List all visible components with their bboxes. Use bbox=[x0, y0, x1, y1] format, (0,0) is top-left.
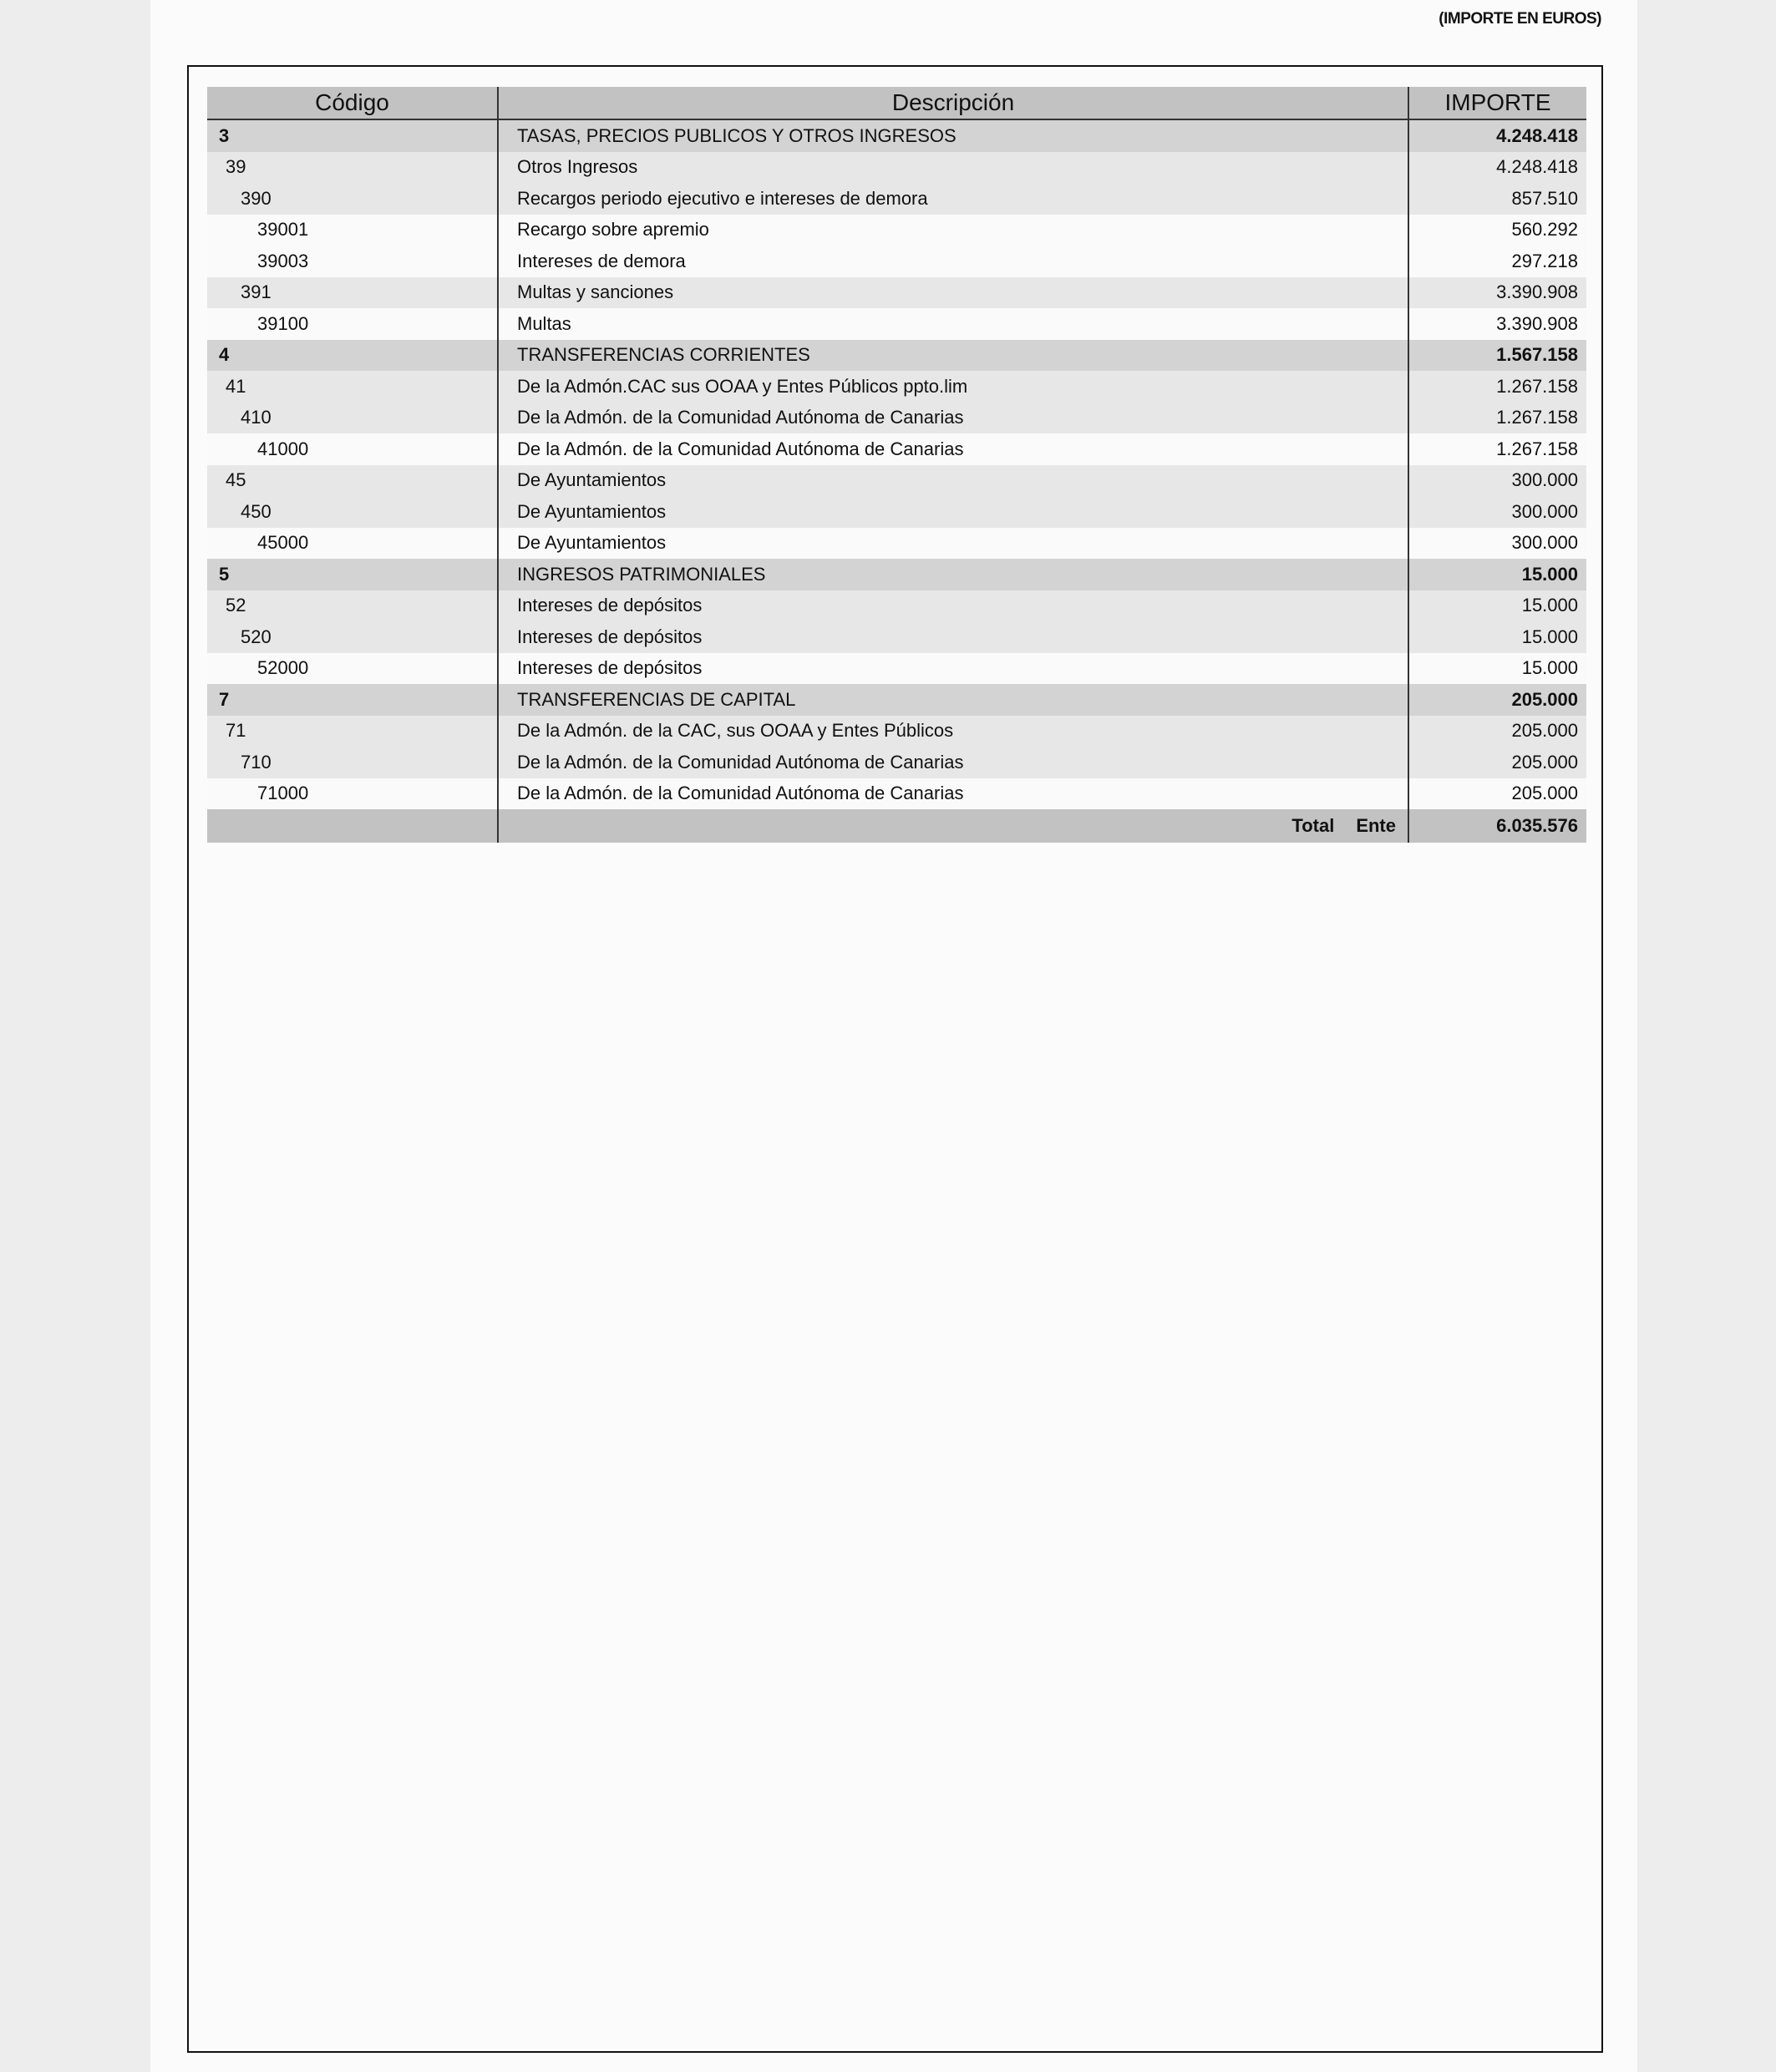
row-amount: 300.000 bbox=[1408, 496, 1586, 528]
row-amount: 205.000 bbox=[1408, 684, 1586, 716]
column-header-code: Código bbox=[207, 87, 498, 119]
table-row bbox=[207, 496, 1586, 528]
row-description: De Ayuntamientos bbox=[498, 528, 1408, 560]
table-row bbox=[207, 308, 1586, 340]
row-code: 52000 bbox=[207, 653, 498, 685]
row-code: 5 bbox=[207, 559, 498, 590]
row-code: 39100 bbox=[207, 308, 498, 340]
table-row bbox=[207, 371, 1586, 403]
row-amount: 1.267.158 bbox=[1408, 433, 1586, 465]
row-amount: 1.267.158 bbox=[1408, 371, 1586, 403]
budget-table bbox=[207, 87, 1586, 843]
table-row bbox=[207, 747, 1586, 778]
table-row bbox=[207, 684, 1586, 716]
row-code: 4 bbox=[207, 340, 498, 372]
row-description: De la Admón. de la Comunidad Autónoma de Canarias bbox=[498, 433, 1408, 465]
row-description: TRANSFERENCIAS DE CAPITAL bbox=[498, 684, 1408, 716]
total-amount: 6.035.576 bbox=[1408, 809, 1586, 843]
table-row bbox=[207, 465, 1586, 497]
table-row bbox=[207, 528, 1586, 560]
row-description: De la Admón. de la Comunidad Autónoma de Canarias bbox=[498, 747, 1408, 778]
row-description: Intereses de demora bbox=[498, 246, 1408, 277]
column-header-description: Descripción bbox=[498, 87, 1408, 119]
row-code: 39003 bbox=[207, 246, 498, 277]
row-amount: 3.390.908 bbox=[1408, 277, 1586, 309]
row-description: De Ayuntamientos bbox=[498, 465, 1408, 497]
row-description: Otros Ingresos bbox=[498, 152, 1408, 184]
row-description: TRANSFERENCIAS CORRIENTES bbox=[498, 340, 1408, 372]
row-description: De Ayuntamientos bbox=[498, 496, 1408, 528]
row-amount: 297.218 bbox=[1408, 246, 1586, 277]
row-description: INGRESOS PATRIMONIALES bbox=[498, 559, 1408, 590]
table-row bbox=[207, 152, 1586, 184]
row-amount: 4.248.418 bbox=[1408, 119, 1586, 152]
row-code: 410 bbox=[207, 403, 498, 434]
row-code: 39001 bbox=[207, 215, 498, 246]
table-row bbox=[207, 340, 1586, 372]
row-code: 7 bbox=[207, 684, 498, 716]
table-row bbox=[207, 433, 1586, 465]
table-row bbox=[207, 653, 1586, 685]
content-frame bbox=[187, 65, 1603, 2053]
row-description: Recargos periodo ejecutivo e intereses de demora bbox=[498, 183, 1408, 215]
row-description: De la Admón. de la Comunidad Autónoma de Canarias bbox=[498, 778, 1408, 810]
row-code: 45 bbox=[207, 465, 498, 497]
table-row bbox=[207, 183, 1586, 215]
row-code: 450 bbox=[207, 496, 498, 528]
total-row bbox=[207, 809, 1586, 843]
table-header-row bbox=[207, 87, 1586, 119]
row-amount: 4.248.418 bbox=[1408, 152, 1586, 184]
table-row bbox=[207, 590, 1586, 622]
row-amount: 1.567.158 bbox=[1408, 340, 1586, 372]
table-row bbox=[207, 277, 1586, 309]
row-amount: 560.292 bbox=[1408, 215, 1586, 246]
table-row bbox=[207, 559, 1586, 590]
table-body bbox=[207, 119, 1586, 809]
units-note: (IMPORTE EN EUROS) bbox=[1439, 10, 1601, 28]
row-amount: 15.000 bbox=[1408, 653, 1586, 685]
table-row bbox=[207, 778, 1586, 810]
row-code: 390 bbox=[207, 183, 498, 215]
row-description: Intereses de depósitos bbox=[498, 621, 1408, 653]
total-label-cell bbox=[498, 809, 1408, 843]
row-code: 3 bbox=[207, 119, 498, 152]
table-row bbox=[207, 119, 1586, 152]
row-code: 710 bbox=[207, 747, 498, 778]
row-amount: 857.510 bbox=[1408, 183, 1586, 215]
row-amount: 205.000 bbox=[1408, 747, 1586, 778]
row-description: TASAS, PRECIOS PUBLICOS Y OTROS INGRESOS bbox=[498, 119, 1408, 152]
table-row bbox=[207, 215, 1586, 246]
row-description: De la Admón.CAC sus OOAA y Entes Públicos ppto.lim bbox=[498, 371, 1408, 403]
row-code: 45000 bbox=[207, 528, 498, 560]
row-description: Intereses de depósitos bbox=[498, 590, 1408, 622]
row-code: 391 bbox=[207, 277, 498, 309]
row-amount: 1.267.158 bbox=[1408, 403, 1586, 434]
total-label: Total bbox=[1291, 815, 1335, 836]
row-description: De la Admón. de la CAC, sus OOAA y Entes Públicos bbox=[498, 716, 1408, 747]
total-entity-label: Ente bbox=[1356, 815, 1396, 836]
row-description: De la Admón. de la Comunidad Autónoma de Canarias bbox=[498, 403, 1408, 434]
row-amount: 15.000 bbox=[1408, 590, 1586, 622]
row-description: Intereses de depósitos bbox=[498, 653, 1408, 685]
row-code: 41 bbox=[207, 371, 498, 403]
row-code: 41000 bbox=[207, 433, 498, 465]
table-row bbox=[207, 246, 1586, 277]
row-code: 71000 bbox=[207, 778, 498, 810]
document-page bbox=[150, 0, 1637, 2072]
row-description: Multas y sanciones bbox=[498, 277, 1408, 309]
row-amount: 3.390.908 bbox=[1408, 308, 1586, 340]
column-header-amount: IMPORTE bbox=[1408, 87, 1586, 119]
row-description: Recargo sobre apremio bbox=[498, 215, 1408, 246]
table-row bbox=[207, 716, 1586, 747]
row-description: Multas bbox=[498, 308, 1408, 340]
table-row bbox=[207, 621, 1586, 653]
row-amount: 15.000 bbox=[1408, 559, 1586, 590]
row-code: 52 bbox=[207, 590, 498, 622]
row-amount: 300.000 bbox=[1408, 528, 1586, 560]
row-amount: 300.000 bbox=[1408, 465, 1586, 497]
row-amount: 205.000 bbox=[1408, 716, 1586, 747]
row-code: 71 bbox=[207, 716, 498, 747]
row-code: 39 bbox=[207, 152, 498, 184]
row-amount: 205.000 bbox=[1408, 778, 1586, 810]
total-code-cell bbox=[207, 809, 498, 843]
row-amount: 15.000 bbox=[1408, 621, 1586, 653]
table-row bbox=[207, 403, 1586, 434]
row-code: 520 bbox=[207, 621, 498, 653]
